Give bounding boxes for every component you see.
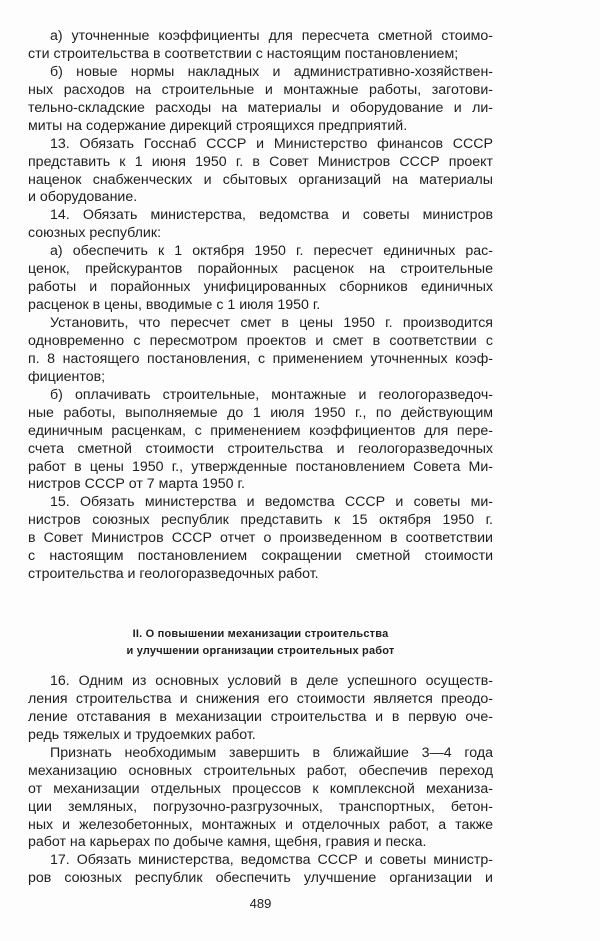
text-line: редь тяжелых и трудоемких работ. — [28, 726, 256, 743]
text-line: 14. Обязать министерства, ведомства и советы министров — [50, 207, 493, 224]
text-line: Признать необходимым завершить в ближайшие 3—4 года — [50, 744, 493, 761]
text-line: б) оплачивать строительные, монтажные и геологоразведоч- — [50, 386, 493, 403]
text-line: механизацию основных строительных работ, обеспечив переход — [28, 762, 493, 779]
text-line: 16. Одним из основных условий в деле успешного осуществ- — [50, 673, 493, 689]
text-line: 15. Обязать министерства и ведомства СССР и советы ми- — [50, 494, 493, 511]
text-line: п. 8 настоящего постановления, с применением уточненных коэф- — [28, 350, 493, 367]
text-line: работ на карьерах по добыче камня, щебня, гравия и песка. — [28, 834, 427, 851]
text-line: союзных республик: — [28, 225, 162, 242]
text-line: от механизации отдельных процессов к комплексной механиза- — [28, 780, 493, 797]
text-line: расценок в цены, вводимые с 1 июля 1950 г. — [28, 297, 321, 314]
text-line: ные работы, выполняемые до 1 июля 1950 г., по действующим — [28, 404, 493, 421]
paragraph — [28, 745, 493, 853]
text-line: тельно-складские расходы на материалы и оборудование и ли- — [28, 99, 493, 116]
text-line: а) уточненные коэффициенты для пересчета сметной стоимо- — [50, 28, 493, 44]
text-line: Установить, что пересчет смет в цены 1950 г. производится — [50, 315, 493, 331]
text-line: в Совет Министров СССР отчет о произведенном в соответствии — [28, 530, 493, 547]
paragraph — [28, 387, 493, 495]
paragraph — [28, 136, 493, 208]
text-line: ценок, прейскурантов порайонных расценок на строительные — [28, 261, 493, 278]
text-line: работы и порайонных унифицированных сборников единичных — [28, 279, 493, 296]
section-heading-line-2: и улучшении организации строительных работ — [126, 645, 395, 657]
paragraph — [28, 852, 493, 888]
text-line: представить к 1 июня 1950 г. в Совет Министров СССР проект — [28, 153, 493, 170]
text-line: работ в цены 1950 г., утвержденные постановлением Совета Ми- — [28, 458, 493, 475]
text-line: ции земляных, погрузочно-разгрузочных, транспортных, бетон- — [28, 798, 493, 815]
page-number: 489 — [249, 896, 272, 911]
text-line: 13. Обязать Госснаб СССР и Министерство финансов СССР — [50, 135, 493, 152]
text-line: с настоящим постановлением сокращении сметной стоимости — [28, 548, 493, 565]
section-heading — [28, 626, 493, 660]
text-line: а) обеспечить к 1 октября 1950 г. пересчет единичных рас- — [50, 243, 493, 260]
text-line: ление отставания в механизации строительства и в первую оче- — [28, 708, 493, 725]
text-line: наценок снабженческих и сбытовых организаций на материалы — [28, 171, 493, 188]
text-line: нистров союзных республик представить к 15 октября 1950 г. — [28, 512, 493, 529]
text-section-1 — [28, 28, 493, 584]
section-heading-line-1: II. О повышении механизации строительства — [132, 628, 389, 640]
paragraph — [28, 494, 493, 584]
text-line: единичным расценкам, с применением коэффициентов для пере- — [28, 422, 493, 439]
text-section-2 — [28, 673, 493, 888]
text-line: строительства и геологоразведочных работ. — [28, 566, 319, 583]
paragraph — [28, 315, 493, 387]
text-line: сти строительства в соответствии с настоящим постановлением; — [28, 45, 459, 62]
text-line: счета сметной стоимости строительства и геологоразведочных — [28, 440, 493, 457]
text-line: нистров СССР от 7 марта 1950 г. — [28, 476, 245, 493]
text-line: ления строительства и снижения его стоимости является преодо- — [28, 690, 493, 707]
text-line: б) новые нормы накладных и административно-хозяйствен- — [50, 63, 493, 80]
paragraph — [28, 207, 493, 243]
text-line: ных и железобетонных, монтажных и отделочных работ, а также — [28, 816, 493, 833]
text-line: ров союзных республик обеспечить улучшение организации и — [28, 870, 493, 887]
paragraph — [28, 28, 493, 64]
text-line: и оборудование. — [28, 189, 138, 206]
text-line: ных расходов на строительные и монтажные работы, заготови- — [28, 81, 493, 98]
text-line: одновременно с пересмотром проектов и смет в соответствии с — [28, 332, 493, 349]
paragraph — [28, 64, 493, 136]
text-line: 17. Обязать министерства, ведомства СССР и советы министр- — [50, 852, 493, 869]
paragraph — [28, 243, 493, 315]
paragraph — [28, 673, 493, 745]
text-line: миты на содержание дирекций строящихся предприятий. — [28, 117, 408, 134]
text-line: фициентов; — [28, 368, 106, 385]
